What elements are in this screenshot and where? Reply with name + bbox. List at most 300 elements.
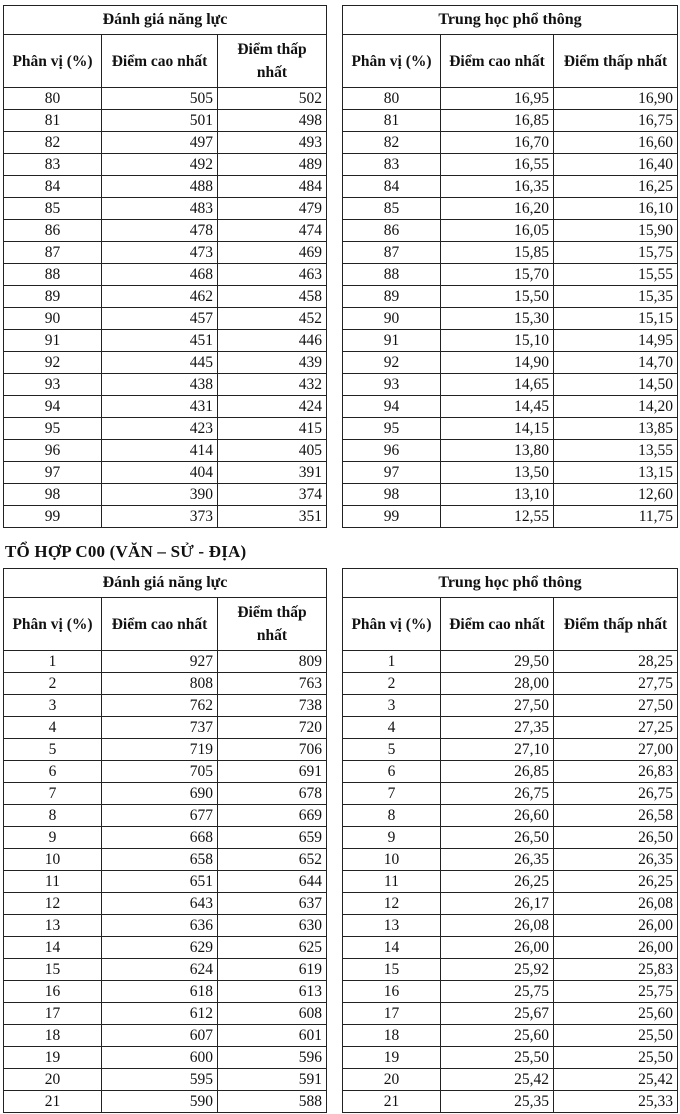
low-score-cell: 16,10: [554, 198, 678, 220]
table-row: [343, 673, 678, 695]
high-score-cell: 390: [102, 484, 218, 506]
high-score-cell: 595: [102, 1069, 218, 1091]
percentile-cell: 88: [343, 264, 441, 286]
high-score-cell: 705: [102, 761, 218, 783]
high-score-cell: 668: [102, 827, 218, 849]
high-score-cell: 483: [102, 198, 218, 220]
high-score-cell: 618: [102, 981, 218, 1003]
table-row: [343, 132, 678, 154]
percentile-cell: 4: [4, 717, 102, 739]
percentile-cell: 6: [4, 761, 102, 783]
high-score-cell: 478: [102, 220, 218, 242]
table-row: [343, 651, 678, 673]
low-score-cell: 14,50: [554, 374, 678, 396]
low-score-cell: 652: [218, 849, 327, 871]
table-row: [343, 308, 678, 330]
table-row: [4, 959, 327, 981]
table-row: [4, 915, 327, 937]
high-score-cell: 677: [102, 805, 218, 827]
percentile-cell: 85: [343, 198, 441, 220]
high-score-cell: 14,45: [441, 396, 554, 418]
percentile-cell: 97: [4, 462, 102, 484]
percentile-cell: 17: [343, 1003, 441, 1025]
low-score-cell: 591: [218, 1069, 327, 1091]
percentile-cell: 9: [343, 827, 441, 849]
low-score-cell: 26,50: [554, 827, 678, 849]
high-score-cell: 16,70: [441, 132, 554, 154]
percentile-cell: 19: [343, 1047, 441, 1069]
low-score-cell: 452: [218, 308, 327, 330]
low-score-cell: 630: [218, 915, 327, 937]
header-high: Điểm cao nhất: [102, 35, 218, 88]
high-score-cell: 28,00: [441, 673, 554, 695]
table-row: [4, 308, 327, 330]
percentile-cell: 5: [4, 739, 102, 761]
low-score-cell: 26,75: [554, 783, 678, 805]
high-score-cell: 473: [102, 242, 218, 264]
table-row: [343, 827, 678, 849]
percentile-cell: 16: [4, 981, 102, 1003]
high-score-cell: 13,10: [441, 484, 554, 506]
table-row: [343, 198, 678, 220]
high-score-cell: 14,90: [441, 352, 554, 374]
percentile-cell: 13: [343, 915, 441, 937]
table-row: [343, 1025, 678, 1047]
high-score-cell: 15,50: [441, 286, 554, 308]
table-row: [343, 805, 678, 827]
percentile-cell: 12: [343, 893, 441, 915]
percentile-cell: 21: [4, 1091, 102, 1113]
percentile-cell: 99: [343, 506, 441, 528]
low-score-cell: 15,15: [554, 308, 678, 330]
high-score-cell: 16,20: [441, 198, 554, 220]
table-row: [4, 264, 327, 286]
table-row: [4, 695, 327, 717]
table-row: [343, 506, 678, 528]
high-score-cell: 762: [102, 695, 218, 717]
high-score-cell: 737: [102, 717, 218, 739]
percentile-cell: 18: [343, 1025, 441, 1047]
low-score-cell: 25,83: [554, 959, 678, 981]
table-title: Trung học phổ thông: [343, 569, 678, 598]
high-score-cell: 462: [102, 286, 218, 308]
header-high: Điểm cao nhất: [102, 598, 218, 651]
high-score-cell: 12,55: [441, 506, 554, 528]
header-low: Điểm thấp nhất: [554, 35, 678, 88]
table-row: [4, 783, 327, 805]
high-score-cell: 26,25: [441, 871, 554, 893]
percentile-cell: 94: [4, 396, 102, 418]
low-score-cell: 405: [218, 440, 327, 462]
high-score-cell: 25,67: [441, 1003, 554, 1025]
low-score-cell: 374: [218, 484, 327, 506]
table-row: [343, 695, 678, 717]
percentile-cell: 93: [4, 374, 102, 396]
high-score-cell: 25,60: [441, 1025, 554, 1047]
table-row: [4, 242, 327, 264]
low-score-cell: 25,42: [554, 1069, 678, 1091]
percentile-cell: 80: [343, 88, 441, 110]
table-row: [343, 981, 678, 1003]
low-score-cell: 27,50: [554, 695, 678, 717]
table-row: [343, 264, 678, 286]
low-score-cell: 432: [218, 374, 327, 396]
table-row: [4, 286, 327, 308]
percentile-cell: 21: [343, 1091, 441, 1113]
table-row: [4, 418, 327, 440]
high-score-cell: 16,35: [441, 176, 554, 198]
low-score-cell: 26,08: [554, 893, 678, 915]
table-row: [4, 176, 327, 198]
low-score-cell: 14,20: [554, 396, 678, 418]
table-row: [4, 110, 327, 132]
header-high: Điểm cao nhất: [441, 598, 554, 651]
high-score-cell: 612: [102, 1003, 218, 1025]
percentile-cell: 14: [343, 937, 441, 959]
low-score-cell: 15,55: [554, 264, 678, 286]
header-percentile: Phân vị (%): [343, 35, 441, 88]
table-row: [343, 286, 678, 308]
low-score-cell: 625: [218, 937, 327, 959]
percentile-cell: 95: [4, 418, 102, 440]
table-row: [4, 374, 327, 396]
high-score-cell: 26,60: [441, 805, 554, 827]
table-thpt-top: [342, 5, 678, 528]
low-score-cell: 15,75: [554, 242, 678, 264]
high-score-cell: 16,05: [441, 220, 554, 242]
section-heading: TỔ HỢP C00 (VĂN – SỬ - ĐỊA): [5, 542, 247, 561]
table-row: [4, 462, 327, 484]
low-score-cell: 458: [218, 286, 327, 308]
percentile-cell: 81: [343, 110, 441, 132]
percentile-cell: 14: [4, 937, 102, 959]
percentile-cell: 11: [4, 871, 102, 893]
table-row: [4, 154, 327, 176]
low-score-cell: 738: [218, 695, 327, 717]
low-score-cell: 469: [218, 242, 327, 264]
percentile-cell: 12: [4, 893, 102, 915]
header-percentile: Phân vị (%): [343, 598, 441, 651]
table-row: [4, 1025, 327, 1047]
high-score-cell: 16,85: [441, 110, 554, 132]
table-row: [4, 198, 327, 220]
low-score-cell: 493: [218, 132, 327, 154]
low-score-cell: 489: [218, 154, 327, 176]
high-score-cell: 16,95: [441, 88, 554, 110]
high-score-cell: 505: [102, 88, 218, 110]
table-row: [343, 396, 678, 418]
high-score-cell: 404: [102, 462, 218, 484]
high-score-cell: 25,42: [441, 1069, 554, 1091]
high-score-cell: 13,50: [441, 462, 554, 484]
low-score-cell: 613: [218, 981, 327, 1003]
high-score-cell: 423: [102, 418, 218, 440]
percentile-cell: 90: [343, 308, 441, 330]
table-row: [4, 1091, 327, 1113]
low-score-cell: 439: [218, 352, 327, 374]
table-row: [4, 88, 327, 110]
low-score-cell: 26,83: [554, 761, 678, 783]
percentile-cell: 20: [343, 1069, 441, 1091]
table-row: [343, 330, 678, 352]
percentile-cell: 85: [4, 198, 102, 220]
high-score-cell: 457: [102, 308, 218, 330]
table-title: Đánh giá năng lực: [4, 6, 327, 35]
high-score-cell: 25,50: [441, 1047, 554, 1069]
table-row: [343, 783, 678, 805]
table-dgnl-bottom: [3, 568, 327, 1113]
high-score-cell: 643: [102, 893, 218, 915]
high-score-cell: 26,08: [441, 915, 554, 937]
low-score-cell: 498: [218, 110, 327, 132]
low-score-cell: 596: [218, 1047, 327, 1069]
table-title: Trung học phổ thông: [343, 6, 678, 35]
low-score-cell: 25,50: [554, 1047, 678, 1069]
high-score-cell: 492: [102, 154, 218, 176]
percentile-cell: 11: [343, 871, 441, 893]
high-score-cell: 29,50: [441, 651, 554, 673]
high-score-cell: 927: [102, 651, 218, 673]
percentile-cell: 98: [343, 484, 441, 506]
low-score-cell: 424: [218, 396, 327, 418]
percentile-cell: 87: [4, 242, 102, 264]
percentile-cell: 80: [4, 88, 102, 110]
table-row: [4, 827, 327, 849]
percentile-cell: 2: [343, 673, 441, 695]
high-score-cell: 26,50: [441, 827, 554, 849]
table-row: [4, 651, 327, 673]
percentile-cell: 8: [4, 805, 102, 827]
percentile-cell: 83: [4, 154, 102, 176]
low-score-cell: 669: [218, 805, 327, 827]
percentile-cell: 83: [343, 154, 441, 176]
high-score-cell: 27,50: [441, 695, 554, 717]
table-row: [343, 176, 678, 198]
percentile-cell: 13: [4, 915, 102, 937]
table-row: [4, 506, 327, 528]
percentile-cell: 86: [4, 220, 102, 242]
table-row: [4, 849, 327, 871]
low-score-cell: 27,25: [554, 717, 678, 739]
low-score-cell: 463: [218, 264, 327, 286]
table-row: [343, 717, 678, 739]
low-score-cell: 26,35: [554, 849, 678, 871]
high-score-cell: 16,55: [441, 154, 554, 176]
low-score-cell: 706: [218, 739, 327, 761]
table-row: [343, 871, 678, 893]
percentile-cell: 93: [343, 374, 441, 396]
percentile-cell: 94: [343, 396, 441, 418]
low-score-cell: 608: [218, 1003, 327, 1025]
percentile-cell: 7: [4, 783, 102, 805]
table-row: [343, 242, 678, 264]
percentile-cell: 10: [4, 849, 102, 871]
percentile-cell: 84: [4, 176, 102, 198]
high-score-cell: 651: [102, 871, 218, 893]
low-score-cell: 15,35: [554, 286, 678, 308]
high-score-cell: 25,35: [441, 1091, 554, 1113]
high-score-cell: 13,80: [441, 440, 554, 462]
table-row: [4, 871, 327, 893]
high-score-cell: 26,35: [441, 849, 554, 871]
header-low: Điểm thấp nhất: [554, 598, 678, 651]
low-score-cell: 678: [218, 783, 327, 805]
table-row: [343, 1091, 678, 1113]
table-row: [4, 352, 327, 374]
percentile-cell: 99: [4, 506, 102, 528]
table-row: [343, 374, 678, 396]
percentile-cell: 18: [4, 1025, 102, 1047]
table-row: [4, 1069, 327, 1091]
low-score-cell: 720: [218, 717, 327, 739]
percentile-cell: 1: [4, 651, 102, 673]
percentile-cell: 4: [343, 717, 441, 739]
low-score-cell: 637: [218, 893, 327, 915]
high-score-cell: 624: [102, 959, 218, 981]
table-row: [4, 330, 327, 352]
table-row: [343, 761, 678, 783]
percentile-cell: 17: [4, 1003, 102, 1025]
high-score-cell: 445: [102, 352, 218, 374]
low-score-cell: 25,60: [554, 1003, 678, 1025]
low-score-cell: 16,25: [554, 176, 678, 198]
percentile-cell: 8: [343, 805, 441, 827]
table-row: [4, 1003, 327, 1025]
low-score-cell: 13,55: [554, 440, 678, 462]
low-score-cell: 14,95: [554, 330, 678, 352]
table-row: [343, 739, 678, 761]
table-row: [4, 717, 327, 739]
table-row: [343, 849, 678, 871]
high-score-cell: 600: [102, 1047, 218, 1069]
table-row: [343, 484, 678, 506]
table-row: [343, 88, 678, 110]
table-row: [4, 761, 327, 783]
low-score-cell: 391: [218, 462, 327, 484]
high-score-cell: 468: [102, 264, 218, 286]
table-row: [343, 893, 678, 915]
low-score-cell: 16,40: [554, 154, 678, 176]
low-score-cell: 474: [218, 220, 327, 242]
low-score-cell: 588: [218, 1091, 327, 1113]
low-score-cell: 14,70: [554, 352, 678, 374]
percentile-cell: 92: [343, 352, 441, 374]
percentile-cell: 81: [4, 110, 102, 132]
percentile-cell: 90: [4, 308, 102, 330]
high-score-cell: 501: [102, 110, 218, 132]
table-row: [343, 1069, 678, 1091]
high-score-cell: 14,65: [441, 374, 554, 396]
percentile-cell: 82: [343, 132, 441, 154]
low-score-cell: 644: [218, 871, 327, 893]
percentile-cell: 88: [4, 264, 102, 286]
low-score-cell: 25,75: [554, 981, 678, 1003]
percentile-cell: 7: [343, 783, 441, 805]
table-row: [4, 484, 327, 506]
low-score-cell: 619: [218, 959, 327, 981]
header-low: Điểm thấp nhất: [218, 598, 327, 651]
table-row: [4, 739, 327, 761]
percentile-cell: 95: [343, 418, 441, 440]
percentile-cell: 5: [343, 739, 441, 761]
high-score-cell: 690: [102, 783, 218, 805]
high-score-cell: 636: [102, 915, 218, 937]
low-score-cell: 26,58: [554, 805, 678, 827]
percentile-cell: 89: [343, 286, 441, 308]
high-score-cell: 27,10: [441, 739, 554, 761]
percentile-cell: 82: [4, 132, 102, 154]
high-score-cell: 26,00: [441, 937, 554, 959]
table-row: [343, 915, 678, 937]
table-row: [343, 1003, 678, 1025]
high-score-cell: 658: [102, 849, 218, 871]
low-score-cell: 12,60: [554, 484, 678, 506]
low-score-cell: 763: [218, 673, 327, 695]
table-row: [343, 959, 678, 981]
high-score-cell: 15,10: [441, 330, 554, 352]
low-score-cell: 502: [218, 88, 327, 110]
high-score-cell: 607: [102, 1025, 218, 1047]
percentile-cell: 89: [4, 286, 102, 308]
table-row: [343, 440, 678, 462]
low-score-cell: 446: [218, 330, 327, 352]
percentile-cell: 96: [343, 440, 441, 462]
low-score-cell: 15,90: [554, 220, 678, 242]
table-row: [4, 937, 327, 959]
percentile-cell: 10: [343, 849, 441, 871]
percentile-cell: 92: [4, 352, 102, 374]
high-score-cell: 808: [102, 673, 218, 695]
low-score-cell: 16,75: [554, 110, 678, 132]
percentile-cell: 15: [4, 959, 102, 981]
percentile-cell: 86: [343, 220, 441, 242]
low-score-cell: 601: [218, 1025, 327, 1047]
high-score-cell: 451: [102, 330, 218, 352]
table-row: [343, 352, 678, 374]
low-score-cell: 479: [218, 198, 327, 220]
high-score-cell: 629: [102, 937, 218, 959]
high-score-cell: 26,85: [441, 761, 554, 783]
low-score-cell: 26,00: [554, 915, 678, 937]
low-score-cell: 809: [218, 651, 327, 673]
percentile-cell: 84: [343, 176, 441, 198]
table-row: [4, 132, 327, 154]
high-score-cell: 431: [102, 396, 218, 418]
high-score-cell: 14,15: [441, 418, 554, 440]
percentile-cell: 20: [4, 1069, 102, 1091]
header-percentile: Phân vị (%): [4, 35, 102, 88]
low-score-cell: 26,00: [554, 937, 678, 959]
low-score-cell: 415: [218, 418, 327, 440]
header-percentile: Phân vị (%): [4, 598, 102, 651]
high-score-cell: 25,92: [441, 959, 554, 981]
low-score-cell: 13,85: [554, 418, 678, 440]
table-row: [343, 1047, 678, 1069]
table-row: [4, 673, 327, 695]
header-low: Điểm thấp nhất: [218, 35, 327, 88]
table-row: [343, 220, 678, 242]
table-title: Đánh giá năng lực: [4, 569, 327, 598]
high-score-cell: 373: [102, 506, 218, 528]
low-score-cell: 25,50: [554, 1025, 678, 1047]
high-score-cell: 488: [102, 176, 218, 198]
percentile-cell: 91: [343, 330, 441, 352]
low-score-cell: 351: [218, 506, 327, 528]
percentile-cell: 3: [343, 695, 441, 717]
high-score-cell: 26,75: [441, 783, 554, 805]
table-row: [4, 805, 327, 827]
low-score-cell: 13,15: [554, 462, 678, 484]
